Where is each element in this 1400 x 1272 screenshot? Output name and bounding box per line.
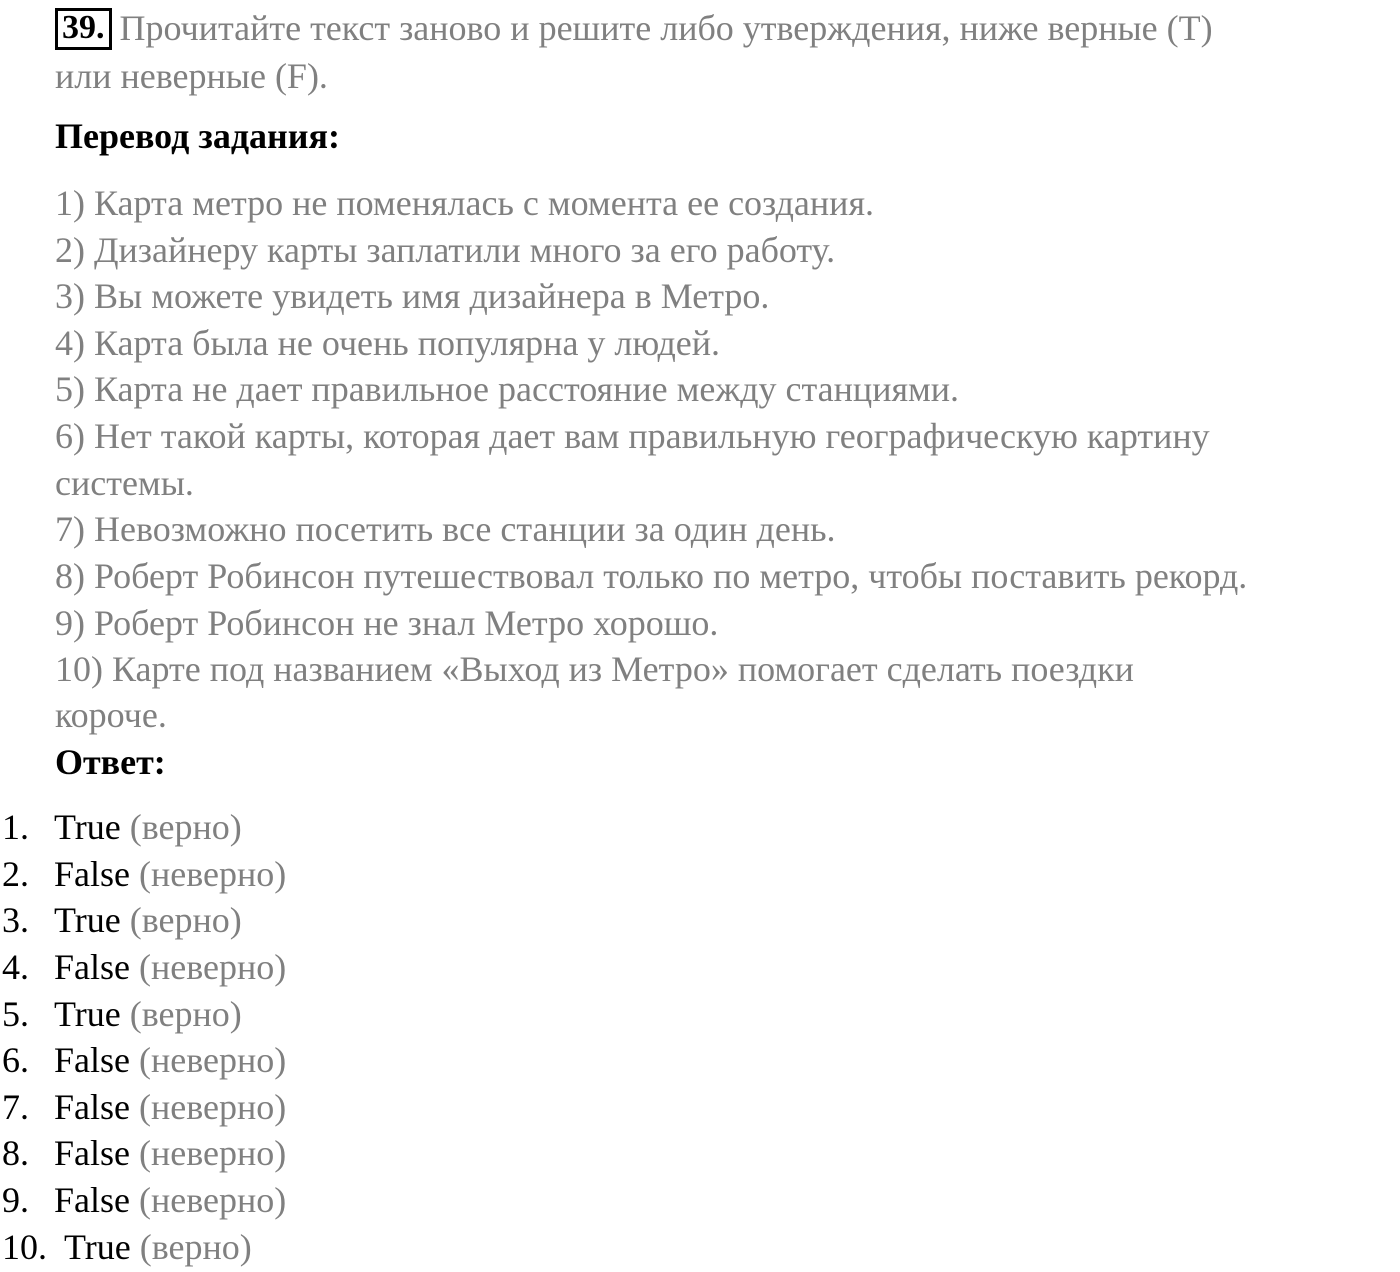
statement-line: короче. bbox=[55, 695, 167, 735]
answer-value: True bbox=[54, 900, 121, 940]
answer-number: 10. bbox=[2, 1227, 47, 1267]
answer-item bbox=[2, 851, 286, 897]
answer-item bbox=[2, 897, 242, 943]
statement-line: системы. bbox=[55, 463, 194, 503]
statement-line: 5) Карта не дает правильное расстояние между станциями. bbox=[55, 369, 960, 409]
answer-value: True bbox=[54, 994, 121, 1034]
answer-translation: (верно) bbox=[129, 807, 242, 847]
answer-value: False bbox=[54, 1087, 130, 1127]
answer-value: False bbox=[54, 1040, 130, 1080]
answer-number: 9. bbox=[2, 1180, 29, 1220]
answer-translation: (неверно) bbox=[139, 1040, 287, 1080]
task-text-1: Прочитайте текст заново и решите либо утверждения, ниже верные (T) bbox=[119, 8, 1213, 48]
answer-number: 1. bbox=[2, 807, 29, 847]
answer-number: 2. bbox=[2, 854, 29, 894]
answer-item bbox=[2, 944, 286, 990]
statement-line: 4) Карта была не очень популярна у людей. bbox=[55, 323, 721, 363]
answer-item bbox=[2, 1037, 286, 1083]
answer-item bbox=[2, 1130, 286, 1176]
answer-translation: (верно) bbox=[129, 900, 242, 940]
answer-value: False bbox=[54, 1133, 130, 1173]
statement-line: 2) Дизайнеру карты заплатили много за его работу. bbox=[55, 230, 836, 270]
statement-line: 6) Нет такой карты, которая дает вам правильную географическую картину bbox=[55, 416, 1210, 456]
answer-item bbox=[2, 1084, 286, 1130]
answer-number: 6. bbox=[2, 1040, 29, 1080]
statement-line: 8) Роберт Робинсон путешествовал только по метро, чтобы поставить рекорд. bbox=[55, 556, 1248, 596]
answer-value: False bbox=[54, 947, 130, 987]
statement-line: 1) Карта метро не поменялась с момента ее создания. bbox=[55, 183, 874, 223]
task-number-box: 39. bbox=[55, 8, 112, 50]
answer-number: 8. bbox=[2, 1133, 29, 1173]
statement-line: 7) Невозможно посетить все станции за один день. bbox=[55, 509, 836, 549]
answer-item bbox=[2, 1177, 286, 1223]
answer-translation: (неверно) bbox=[139, 1087, 287, 1127]
statement-line: 10) Карте под названием «Выход из Метро» помогает сделать поездки bbox=[55, 649, 1134, 689]
answer-heading: Ответ: bbox=[55, 742, 166, 782]
answer-number: 4. bbox=[2, 947, 29, 987]
answer-value: True bbox=[64, 1227, 131, 1267]
statement-line: 9) Роберт Робинсон не знал Метро хорошо. bbox=[55, 603, 719, 643]
answer-translation: (неверно) bbox=[139, 947, 287, 987]
answer-value: True bbox=[54, 807, 121, 847]
translation-heading: Перевод задания: bbox=[55, 116, 340, 156]
answer-item bbox=[2, 1224, 252, 1270]
task-statement-line-1 bbox=[55, 5, 1213, 51]
answer-translation: (неверно) bbox=[139, 1180, 287, 1220]
answer-item bbox=[2, 804, 242, 850]
answer-value: False bbox=[54, 854, 130, 894]
answer-translation: (неверно) bbox=[139, 854, 287, 894]
task-statement-line-2: или неверные (F). bbox=[55, 56, 328, 96]
answer-number: 5. bbox=[2, 994, 29, 1034]
answer-translation: (неверно) bbox=[139, 1133, 287, 1173]
answer-translation: (верно) bbox=[129, 994, 242, 1034]
answer-number: 7. bbox=[2, 1087, 29, 1127]
answer-item bbox=[2, 991, 242, 1037]
answer-number: 3. bbox=[2, 900, 29, 940]
statement-line: 3) Вы можете увидеть имя дизайнера в Метро. bbox=[55, 276, 770, 316]
answer-translation: (верно) bbox=[139, 1227, 252, 1267]
answer-value: False bbox=[54, 1180, 130, 1220]
